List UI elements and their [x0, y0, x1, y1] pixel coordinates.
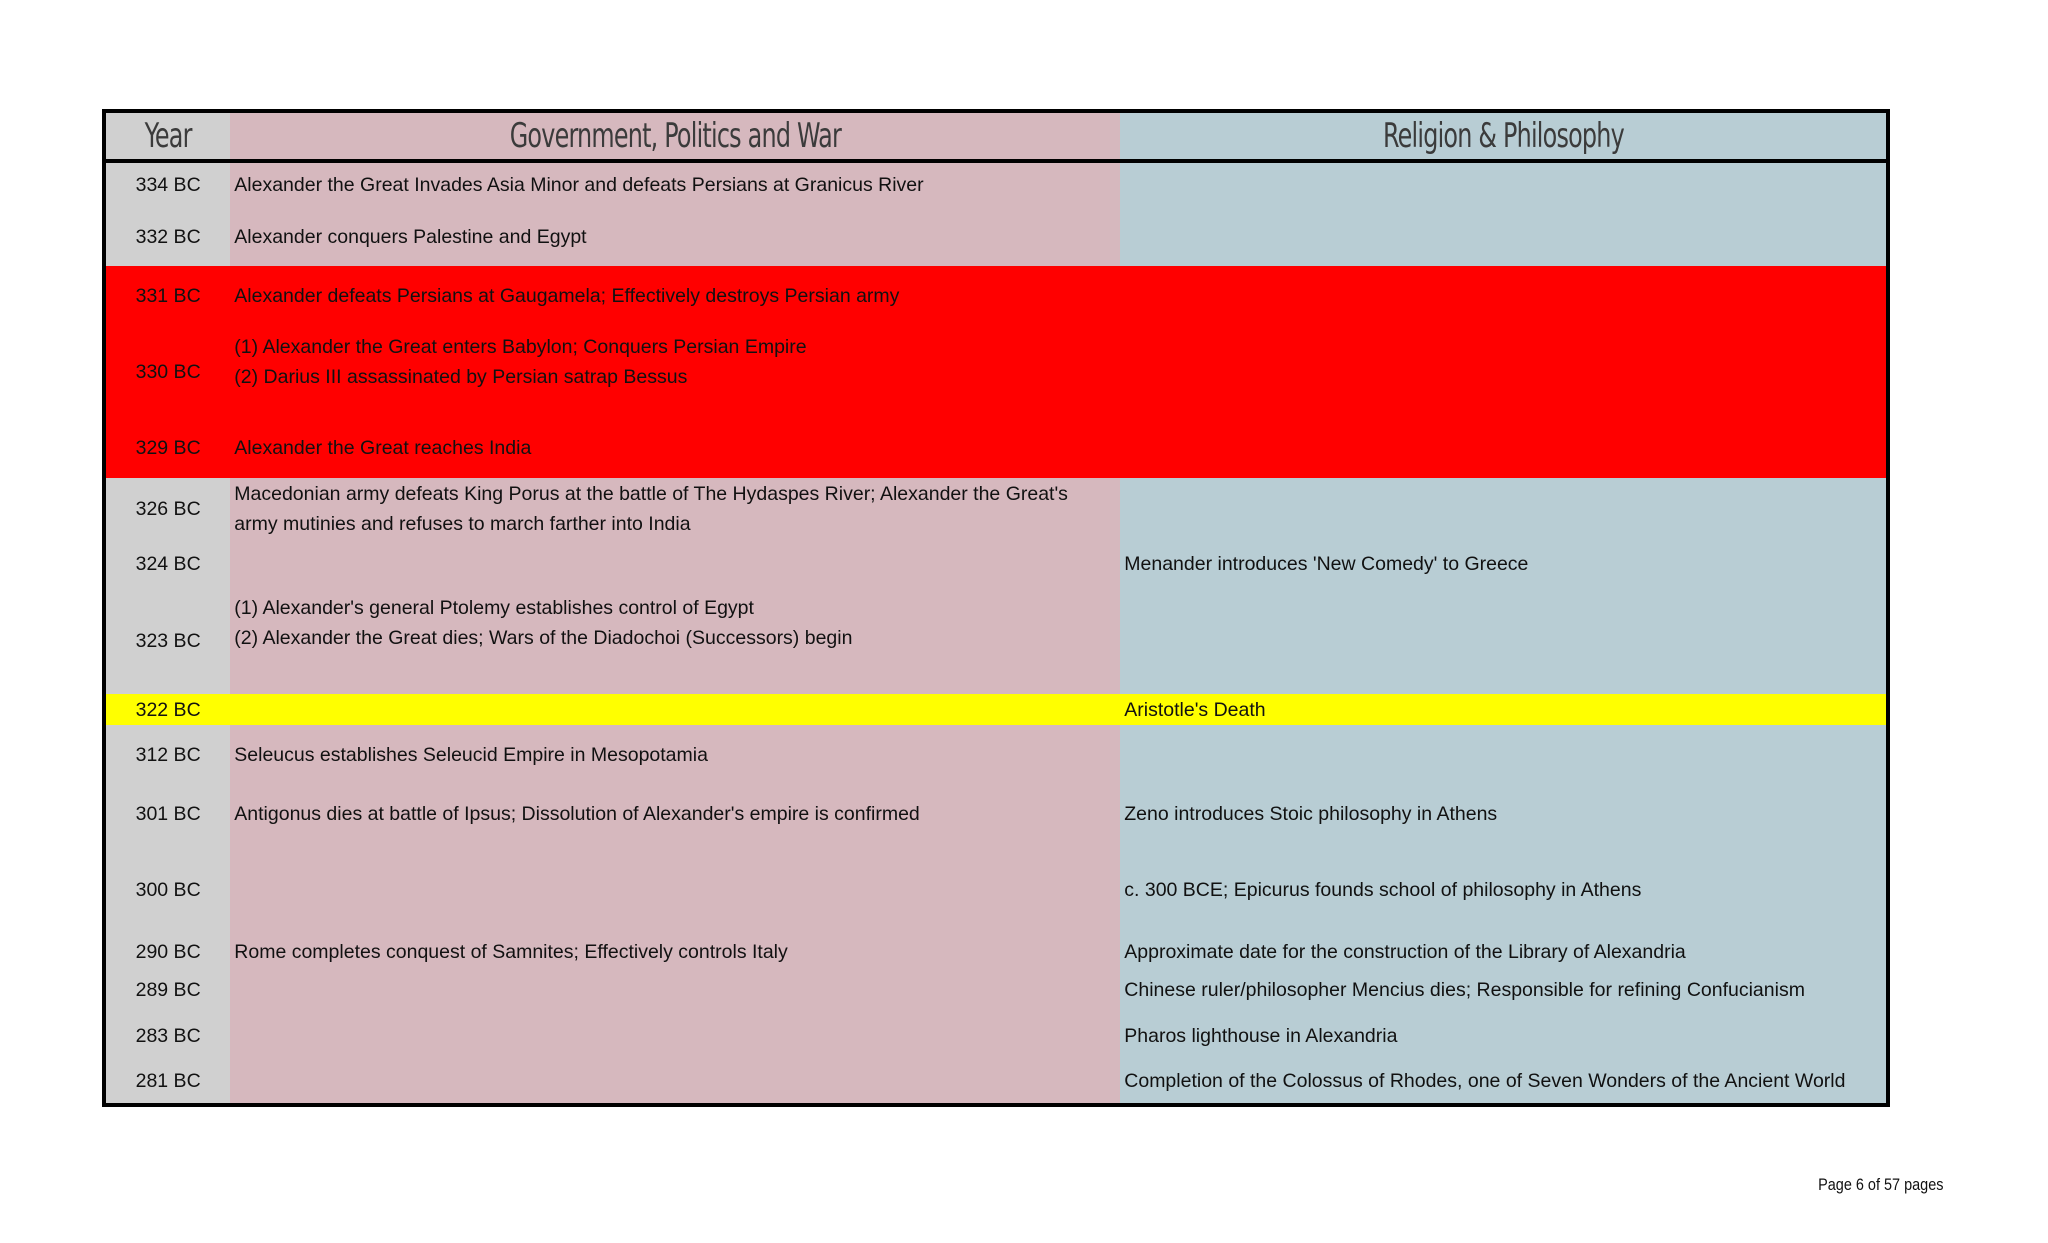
- religion-event: Chinese ruler/philosopher Mencius dies; Responsible for refining Confucianism: [1124, 979, 1805, 1002]
- government-cell: [230, 1013, 1120, 1059]
- government-event: (1) Alexander the Great enters Babylon; Conquers Persian Empire: [234, 336, 807, 359]
- religion-cell: [1120, 540, 1888, 588]
- government-event: Alexander the Great Invades Asia Minor and defeats Persians at Granicus River: [234, 174, 924, 197]
- year-cell: 283 BC: [104, 1013, 230, 1059]
- table-row: [104, 937, 1888, 968]
- government-event: Alexander the Great reaches India: [234, 437, 532, 460]
- religion-header-label: Religion & Philosophy: [1382, 116, 1624, 156]
- year-cell: 289 BC: [104, 968, 230, 1013]
- table-row: [104, 161, 1888, 207]
- religion-cell: [1120, 968, 1888, 1013]
- government-event: Seleucus establishes Seleucid Empire in Mesopotamia: [234, 744, 708, 767]
- table-row: [104, 968, 1888, 1013]
- religion-event: Menander introduces 'New Comedy' to Greece: [1124, 552, 1529, 575]
- government-cell: [230, 844, 1120, 937]
- government-event: Macedonian army defeats King Porus at the battle of The Hydaspes River; Alexander the Great's: [234, 482, 1068, 505]
- government-cell: [230, 161, 1120, 207]
- religion-cell: [1120, 207, 1888, 266]
- table-row: [104, 785, 1888, 844]
- year-cell: 300 BC: [104, 844, 230, 937]
- religion-cell: [1120, 419, 1888, 478]
- year-cell: 301 BC: [104, 785, 230, 844]
- government-cell: [230, 725, 1120, 785]
- government-cell: [230, 419, 1120, 478]
- religion-cell: [1120, 725, 1888, 785]
- government-header: [230, 111, 1120, 161]
- government-event: Alexander defeats Persians at Gaugamela; Effectively destroys Persian army: [234, 285, 900, 308]
- year-cell: 331 BC: [104, 266, 230, 326]
- table-row: [104, 1059, 1888, 1105]
- government-cell: [230, 694, 1120, 725]
- religion-cell: [1120, 161, 1888, 207]
- year-cell: 330 BC: [104, 326, 230, 419]
- government-event: Antigonus dies at battle of Ipsus; Dissolution of Alexander's empire is confirmed: [234, 803, 920, 826]
- government-event: Alexander conquers Palestine and Egypt: [234, 225, 587, 248]
- table-row: [104, 694, 1888, 725]
- religion-cell: [1120, 694, 1888, 725]
- year-cell: 329 BC: [104, 419, 230, 478]
- year-header: [104, 111, 230, 161]
- year-cell: 332 BC: [104, 207, 230, 266]
- government-event: army mutinies and refuses to march farther into India: [234, 512, 691, 535]
- religion-cell: [1120, 1059, 1888, 1105]
- religion-event: c. 300 BCE; Epicurus founds school of philosophy in Athens: [1124, 879, 1642, 902]
- religion-cell: [1120, 326, 1888, 419]
- religion-header: [1120, 111, 1888, 161]
- government-cell: [230, 968, 1120, 1013]
- government-event: (2) Alexander the Great dies; Wars of the Diadochoi (Successors) begin: [234, 627, 853, 650]
- government-cell: [230, 478, 1120, 540]
- government-cell: [230, 207, 1120, 266]
- government-cell: [230, 326, 1120, 419]
- page-number: Page 6 of 57 pages: [1817, 1175, 1943, 1194]
- religion-cell: [1120, 588, 1888, 694]
- year-cell: 334 BC: [104, 161, 230, 207]
- year-cell: 326 BC: [104, 478, 230, 540]
- religion-cell: [1120, 1013, 1888, 1059]
- year-header-label: Year: [144, 116, 192, 156]
- table-row: [104, 725, 1888, 785]
- year-cell: 323 BC: [104, 588, 230, 694]
- government-cell: [230, 785, 1120, 844]
- table-row: [104, 266, 1888, 326]
- religion-cell: [1120, 478, 1888, 540]
- religion-cell: [1120, 785, 1888, 844]
- year-cell: 312 BC: [104, 725, 230, 785]
- religion-cell: [1120, 844, 1888, 937]
- religion-cell: [1120, 937, 1888, 968]
- religion-event: Approximate date for the construction of the Library of Alexandria: [1124, 941, 1686, 964]
- government-event: (1) Alexander's general Ptolemy establishes control of Egypt: [234, 597, 754, 620]
- timeline-table: [102, 109, 1890, 1107]
- table-row: [104, 844, 1888, 937]
- religion-event: Aristotle's Death: [1124, 698, 1266, 721]
- table-row: [104, 326, 1888, 419]
- government-event: (2) Darius III assassinated by Persian satrap Bessus: [234, 366, 688, 389]
- government-cell: [230, 1059, 1120, 1105]
- year-cell: 322 BC: [104, 694, 230, 725]
- government-cell: [230, 266, 1120, 326]
- government-header-label: Government, Politics and War: [509, 116, 841, 156]
- table-row: [104, 588, 1888, 694]
- table-row: [104, 419, 1888, 478]
- religion-event: Pharos lighthouse in Alexandria: [1124, 1025, 1398, 1048]
- government-event: Rome completes conquest of Samnites; Effectively controls Italy: [234, 941, 788, 964]
- table-row: [104, 478, 1888, 540]
- table-row: [104, 207, 1888, 266]
- year-cell: 281 BC: [104, 1059, 230, 1105]
- government-cell: [230, 588, 1120, 694]
- government-cell: [230, 540, 1120, 588]
- year-cell: 290 BC: [104, 937, 230, 968]
- table-row: [104, 540, 1888, 588]
- table-row: [104, 1013, 1888, 1059]
- year-cell: 324 BC: [104, 540, 230, 588]
- religion-event: Zeno introduces Stoic philosophy in Athens: [1124, 803, 1498, 826]
- government-cell: [230, 937, 1120, 968]
- religion-event: Completion of the Colossus of Rhodes, one of Seven Wonders of the Ancient World: [1124, 1070, 1846, 1093]
- timeline-body: [104, 161, 1888, 1105]
- religion-cell: [1120, 266, 1888, 326]
- header-row: [104, 111, 1888, 161]
